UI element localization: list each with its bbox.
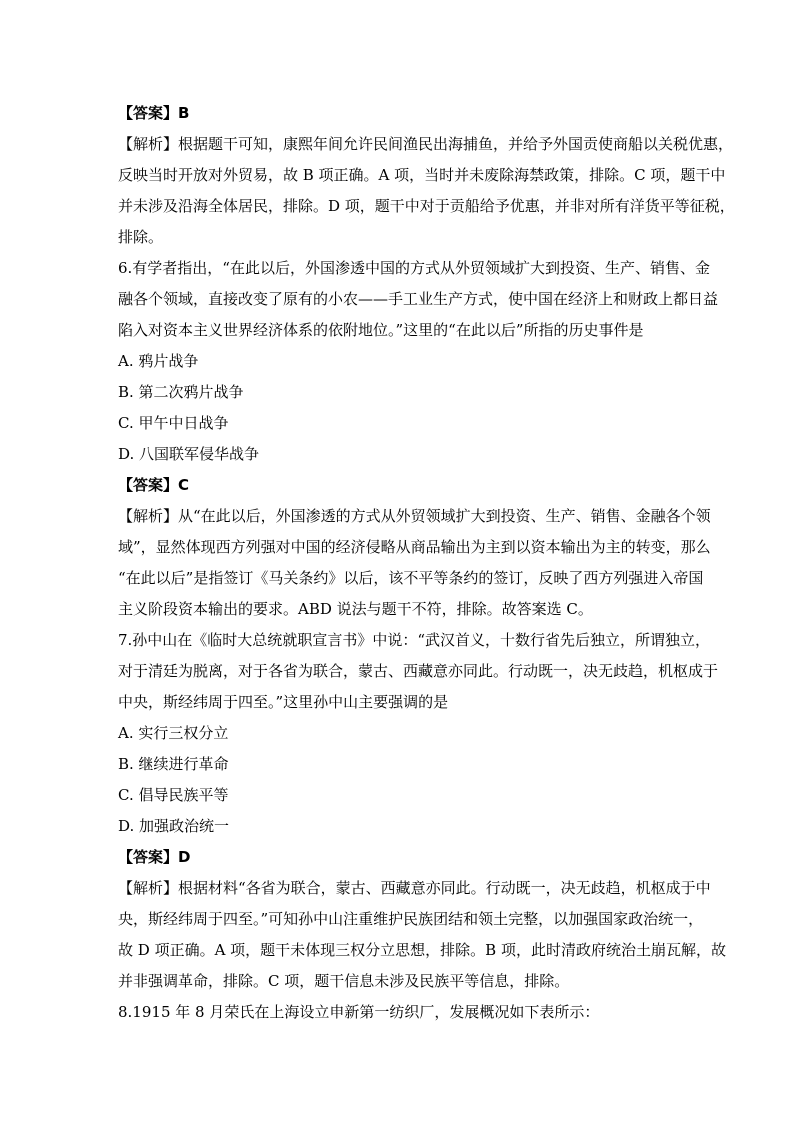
question-6 — [118, 253, 719, 346]
question-8 — [118, 997, 678, 1028]
explanation-line: 央，斯经纬周于四至。”可知孙中山注重维护民族团结和领土完整，以加强国家政治统一， — [118, 910, 704, 928]
explanation-line: 并未涉及沿海全体居民，排除。D 项，题干中对于贡船给予优惠，并非对所有洋货平等征税， — [118, 197, 735, 215]
question-line: 中央，斯经纬周于四至。”这里孙中山主要强调的是 — [118, 693, 449, 711]
question-line: 陷入对资本主义世界经济体系的依附地位。”这里的“在此以后”所指的历史事件是 — [118, 321, 644, 339]
answer-line: 【答案】B — [118, 104, 190, 122]
question-line: 融各个领域，直接改变了原有的小农——手工业生产方式，使中国在经济上和财政上都日益 — [118, 290, 719, 308]
explanation-line: 【解析】从“在此以后，外国渗透的方式从外贸领域扩大到投资、生产、销售、金融各个领 — [118, 507, 711, 525]
explanation-q7 — [118, 873, 726, 997]
explanation-line: 排除。 — [118, 228, 164, 246]
answer-line: 【答案】C — [118, 476, 190, 494]
explanation-line: “在此以后”是指签订《马关条约》以后，该不平等条约的签订，反映了西方列强进入帝国 — [118, 569, 704, 587]
answer-q5 — [118, 98, 678, 129]
explanation-q6 — [118, 501, 711, 625]
explanation-line: 【解析】根据题干可知，康熙年间允许民间渔民出海捕鱼，并给予外国贡使商船以关税优惠， — [118, 135, 734, 153]
option-b: B. 第二次鸦片战争 — [118, 383, 244, 401]
question-line: 7.孙中山在《临时大总统就职宣言书》中说：“武汉首义，十数行省先后独立，所谓独立， — [118, 631, 710, 649]
answer-q7 — [118, 842, 678, 873]
option-c: C. 甲午中日战争 — [118, 414, 229, 432]
explanation-line: 【解析】根据材料“各省为联合，蒙古、西藏意亦同此。行动既一，决无歧趋，机枢成于中 — [118, 879, 711, 897]
question-line: 6.有学者指出，“在此以后，外国渗透中国的方式从外贸领域扩大到投资、生产、销售、金 — [118, 259, 710, 277]
explanation-line: 并非强调革命，排除。C 项，题干信息未涉及民族平等信息，排除。 — [118, 972, 570, 990]
question-line: 对于清廷为脱离，对于各省为联合，蒙古、西藏意亦同此。行动既一，决无歧趋，机枢成于 — [118, 662, 719, 680]
explanation-line: 主义阶段资本输出的要求。ABD 说法与题干不符，排除。故答案选 C。 — [118, 600, 593, 618]
option-d: D. 加强政治统一 — [118, 817, 230, 835]
question-7 — [118, 625, 719, 718]
explanation-line: 反映当时开放对外贸易，故 B 项正确。A 项，当时并未废除海禁政策，排除。C 项，题干中 — [118, 166, 726, 184]
explanation-line: 故 D 项正确。A 项，题干未体现三权分立思想，排除。B 项，此时清政府统治土崩瓦解，故 — [118, 941, 726, 959]
option-d: D. 八国联军侵华战争 — [118, 445, 260, 463]
options-q6 — [118, 346, 678, 470]
explanation-q5 — [118, 129, 735, 253]
option-a: A. 鸦片战争 — [118, 352, 199, 370]
document-page — [118, 98, 735, 1028]
answer-q6 — [118, 470, 678, 501]
question-line: 8.1915 年 8 月荣氏在上海设立申新第一纺织厂，发展概况如下表所示： — [118, 1003, 600, 1021]
options-q7 — [118, 718, 678, 842]
answer-line: 【答案】D — [118, 848, 191, 866]
option-a: A. 实行三权分立 — [118, 724, 229, 742]
option-c: C. 倡导民族平等 — [118, 786, 229, 804]
option-b: B. 继续进行革命 — [118, 755, 229, 773]
explanation-line: 域”，显然体现西方列强对中国的经济侵略从商品输出为主到以资本输出为主的转变，那么 — [118, 538, 711, 556]
